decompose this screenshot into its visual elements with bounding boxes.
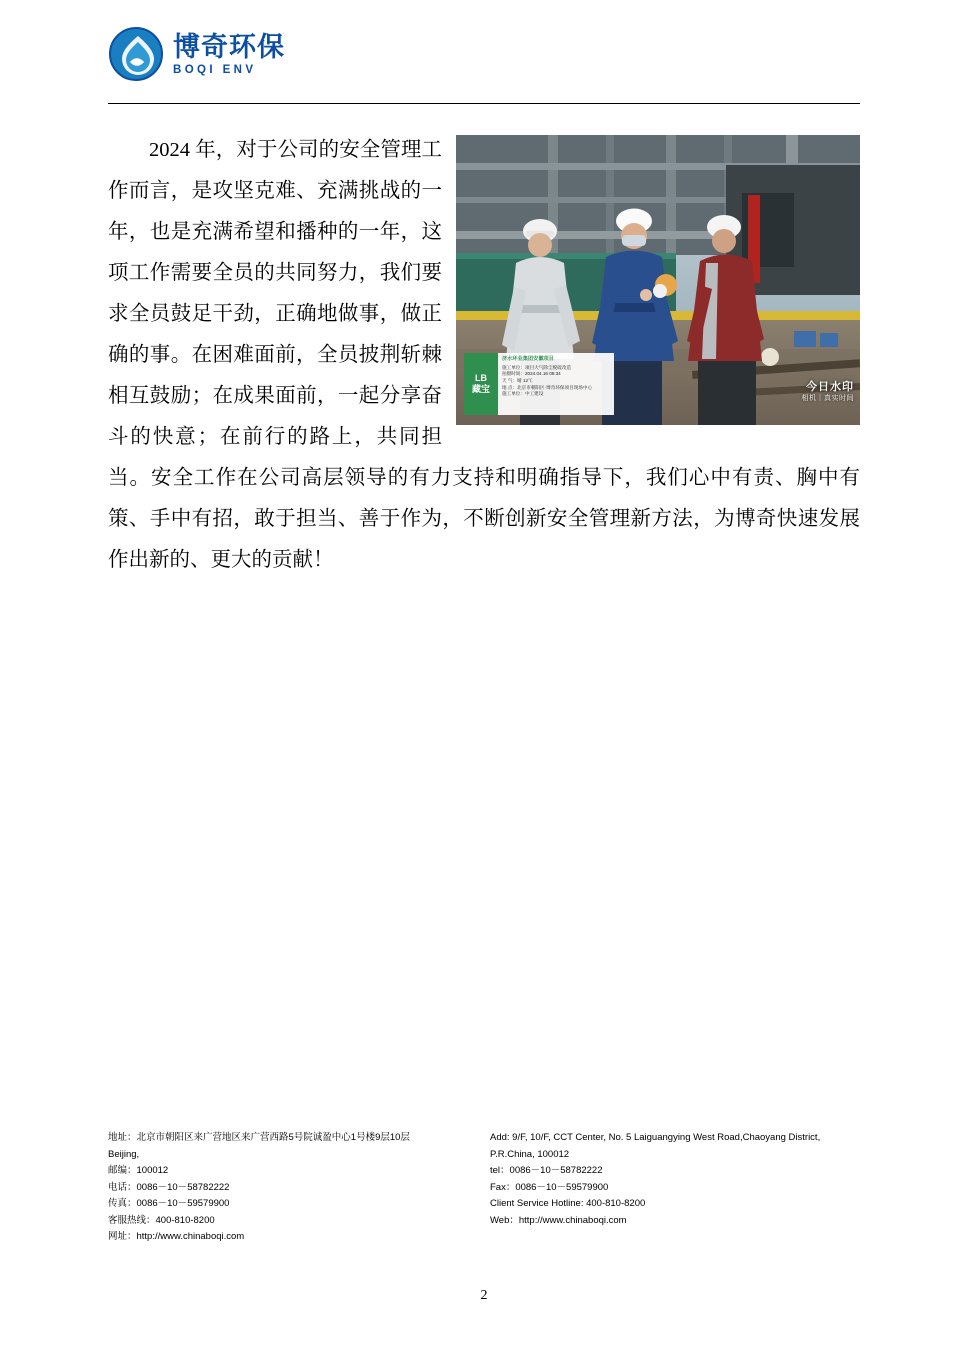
page-header <box>108 26 860 104</box>
stamp-badge <box>464 353 498 415</box>
footer-cn-tel: 电话：0086－10－58782222 <box>108 1181 230 1193</box>
photo-timestamp-stamp <box>464 353 614 415</box>
stamp-details <box>498 353 614 415</box>
stamp-title: 济水环业集团安徽项目 <box>502 356 554 362</box>
watermark-title: 今日水印 <box>806 381 854 394</box>
footer-en-hotline: Client Service Hotline: 400-810-8200 <box>490 1198 646 1209</box>
page-number: 2 <box>480 1288 488 1303</box>
stamp-badge-line1: LB <box>475 372 487 383</box>
watermark-subtitle: 相机｜真实时间 <box>801 394 854 402</box>
page-content <box>108 130 860 581</box>
stamp-row-0: 施工单位：项目大气除尘脱硫改造 <box>502 364 571 370</box>
footer-cn-city: Beijing, <box>108 1148 140 1160</box>
header-divider <box>108 103 860 104</box>
stamp-row-4: 施工单位：中工建设 <box>502 391 544 397</box>
body-paragraph: 2024 年，对于公司的安全管理工作而言，是攻坚克难、充满挑战的一年，也是充满希望和播种的一年，这项工作需要全员的共同努力，我们要求全员鼓足干劲，正确地做事，做正确的事。在困难面前，全员披荆斩棘相互鼓励；在成果面前，一起分享奋斗的快意；在前行的路上，共同担当。安全工作在公司高层领导的有力支持和明确指导下，我们心中有责、胸中有策、手中有招，敢于担当、善于作为，不断创新安全管理新方法，为博奇快速发展作出新的、更大的贡献！ <box>108 139 860 571</box>
stamp-row-2: 天 气：晴 12℃ <box>502 377 533 383</box>
logo-chinese-name: 博奇环保 <box>173 32 285 63</box>
stamp-badge-line2: 藏宝 <box>471 384 490 394</box>
footer-contact-english <box>484 1130 860 1246</box>
stamp-row-1: 拍摄时间：2024.04.16 09:34 <box>502 371 561 377</box>
logo-english-name: BOQI ENV <box>173 64 257 77</box>
page-footer <box>108 1130 860 1246</box>
footer-cn-postcode: 邮编：100012 <box>108 1165 169 1176</box>
footer-cn-fax: 传真：0086－10－59579900 <box>108 1198 230 1209</box>
footer-cn-hotline: 客服热线：400-810-8200 <box>108 1214 215 1226</box>
photo-watermark <box>802 381 855 403</box>
footer-en-tel: tel：0086－10－58782222 <box>490 1165 603 1176</box>
site-safety-inspection-photo <box>456 135 860 425</box>
stamp-row-3: 地 点：北京市朝阳区·博奇环保项目现场中心 <box>502 384 593 390</box>
footer-en-address: Add: 9/F, 10/F, CCT Center, No. 5 Laiguangying West Road,Chaoyang District, <box>490 1132 821 1143</box>
footer-en-country: P.R.China, 100012 <box>490 1148 570 1160</box>
logo-text-block <box>173 31 285 77</box>
footer-cn-website[interactable]: 网址：http://www.chinaboqi.com <box>108 1231 245 1242</box>
footer-en-website[interactable]: Web：http://www.chinaboqi.com <box>490 1214 627 1226</box>
footer-cn-address: 地址：北京市朝阳区来广营地区来广营西路5号院诚盈中心1号楼9层10层 <box>108 1132 410 1143</box>
boqi-droplet-logo-icon <box>108 26 164 82</box>
footer-en-fax: Fax：0086－10－59579900 <box>490 1181 609 1193</box>
footer-contact-chinese <box>108 1130 484 1246</box>
company-logo <box>108 26 860 82</box>
